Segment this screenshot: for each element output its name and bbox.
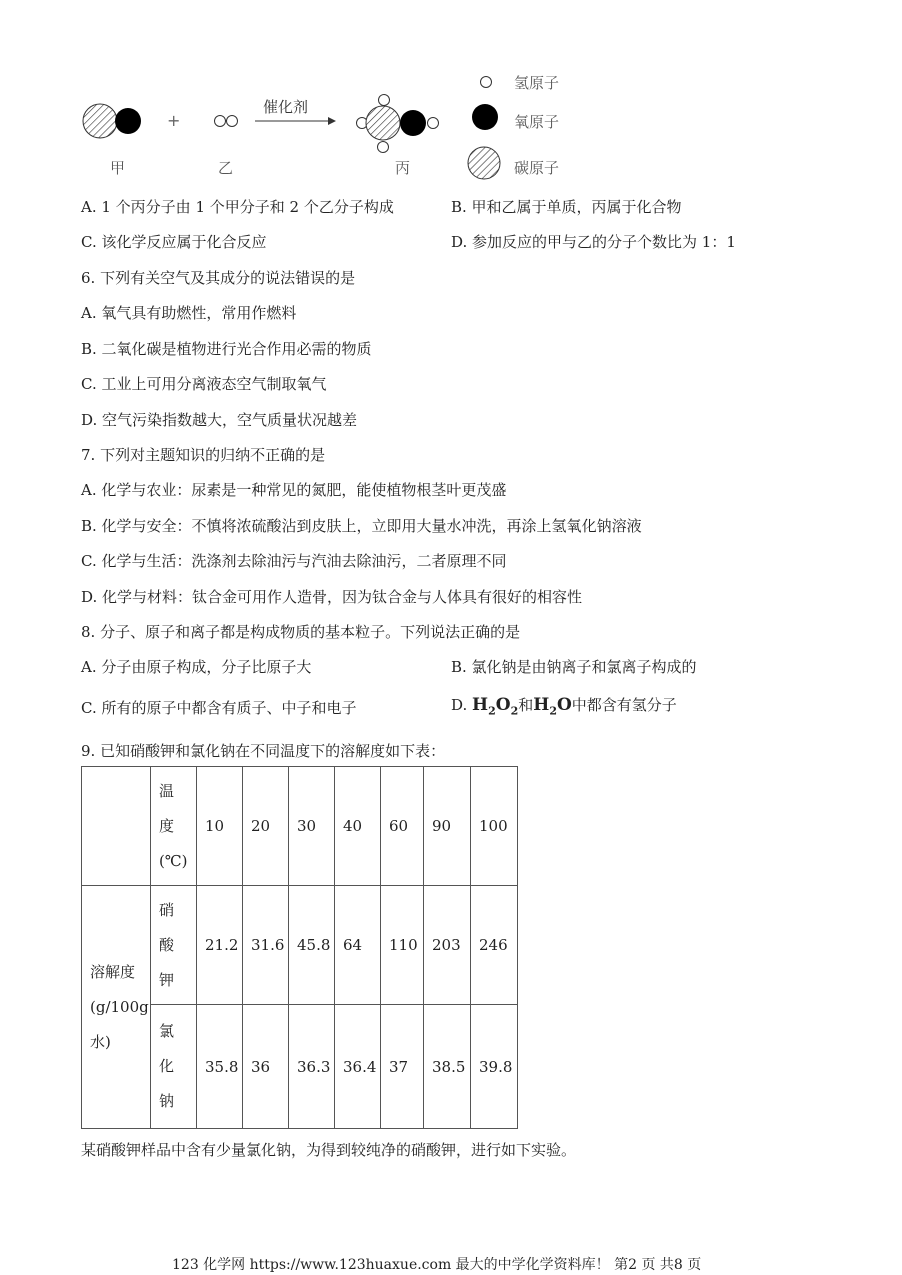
q7-option-c: C. 化学与生活：洗涤剂去除油污与汽油去除油污，二者原理不同: [81, 552, 507, 570]
q8-option-b: B. 氯化钠是由钠离子和氯离子构成的: [451, 658, 697, 676]
q6-option-b: B. 二氧化碳是植物进行光合作用必需的物质: [81, 340, 372, 358]
temp-cell: 90: [424, 767, 471, 886]
reaction-svg: [70, 60, 590, 190]
reaction-arrow-icon: [255, 117, 336, 125]
label-jia: 甲: [110, 159, 126, 177]
q9-after-text: 某硝酸钾样品中含有少量氯化钠，为得到较纯净的硝酸钾，进行如下实验。: [81, 1141, 577, 1159]
page-footer: 123 化学网 https://www.123huaxue.com 最大的中学化学资料库！ 第2 页 共8 页: [172, 1257, 702, 1273]
q5-option-b: B. 甲和乙属于单质，丙属于化合物: [451, 198, 682, 216]
legend-hydrogen-label: 氢原子: [514, 74, 560, 92]
nacl-value-cell: 38.5: [424, 1005, 471, 1129]
q8-stem: 8. 分子、原子和离子都是构成物质的基本粒子。下列说法正确的是: [81, 623, 521, 641]
table-row-temperature: [82, 767, 518, 886]
label-yi: 乙: [218, 159, 234, 177]
kno3-value-cell: 246: [471, 886, 518, 1005]
solubility-group-cell: 溶解度 (g/100g 水): [82, 886, 151, 1129]
q5-option-a: A. 1 个丙分子由 1 个甲分子和 2 个乙分子构成: [81, 198, 394, 216]
kno3-value-cell: 64: [335, 886, 381, 1005]
nacl-value-cell: 36: [243, 1005, 289, 1129]
nacl-value-cell: 36.3: [289, 1005, 335, 1129]
kno3-value-cell: 31.6: [243, 886, 289, 1005]
molecule-yi-icon: [215, 116, 238, 127]
q6-option-c: C. 工业上可用分离液态空气制取氧气: [81, 375, 327, 393]
nacl-value-cell: 39.8: [471, 1005, 518, 1129]
molecule-bing-icon: [357, 95, 439, 153]
table-row-kno3: [82, 886, 518, 1005]
legend-carbon-icon: [468, 147, 500, 179]
empty-corner-cell: [82, 767, 151, 886]
plus-sign: +: [167, 111, 181, 130]
legend-hydrogen-icon: [481, 77, 492, 88]
temp-cell: 60: [381, 767, 424, 886]
q8-option-d: D. $H_2O_2$和$H_2O$中都含有氢分子: [451, 695, 677, 718]
q5-option-c: C. 该化学反应属于化合反应: [81, 233, 267, 251]
temp-cell: 30: [289, 767, 335, 886]
kno3-value-cell: 21.2: [197, 886, 243, 1005]
temp-header-cell: 温 度 (℃): [151, 767, 197, 886]
q5-option-d: D. 参加反应的甲与乙的分子个数比为 1：1: [451, 233, 736, 251]
legend-carbon-label: 碳原子: [514, 159, 560, 177]
label-bing: 丙: [395, 159, 411, 177]
reaction-diagram: [70, 60, 590, 190]
temp-cell: 20: [243, 767, 289, 886]
q6-option-a: A. 氧气具有助燃性，常用作燃料: [81, 304, 297, 322]
nacl-label-cell: 氯 化 钠: [151, 1005, 197, 1129]
kno3-value-cell: 110: [381, 886, 424, 1005]
kno3-value-cell: 45.8: [289, 886, 335, 1005]
legend-oxygen-icon: [472, 104, 498, 130]
solubility-table: [81, 766, 518, 1129]
q7-option-b: B. 化学与安全：不慎将浓硫酸沾到皮肤上，立即用大量水冲洗，再涂上氢氧化钠溶液: [81, 517, 642, 535]
nacl-value-cell: 36.4: [335, 1005, 381, 1129]
nacl-value-cell: 35.8: [197, 1005, 243, 1129]
temp-cell: 100: [471, 767, 518, 886]
q7-option-a: A. 化学与农业：尿素是一种常见的氮肥，能使植物根茎叶更茂盛: [81, 481, 507, 499]
nacl-value-cell: 37: [381, 1005, 424, 1129]
legend-oxygen-label: 氧原子: [514, 113, 560, 131]
q6-stem: 6. 下列有关空气及其成分的说法错误的是: [81, 269, 356, 287]
kno3-value-cell: 203: [424, 886, 471, 1005]
q8-option-c: C. 所有的原子中都含有质子、中子和电子: [81, 699, 357, 717]
q8-option-a: A. 分子由原子构成，分子比原子大: [81, 658, 312, 676]
q7-stem: 7. 下列对主题知识的归纳不正确的是: [81, 446, 326, 464]
q9-stem: 9. 已知硝酸钾和氯化钠在不同温度下的溶解度如下表：: [81, 742, 446, 760]
temp-cell: 10: [197, 767, 243, 886]
temp-cell: 40: [335, 767, 381, 886]
q6-option-d: D. 空气污染指数越大，空气质量状况越差: [81, 411, 358, 429]
kno3-label-cell: 硝 酸 钾: [151, 886, 197, 1005]
catalyst-label: 催化剂: [263, 98, 309, 116]
q7-option-d: D. 化学与材料：钛合金可用作人造骨，因为钛合金与人体具有很好的相容性: [81, 588, 583, 606]
molecule-jia-icon: [83, 104, 141, 138]
